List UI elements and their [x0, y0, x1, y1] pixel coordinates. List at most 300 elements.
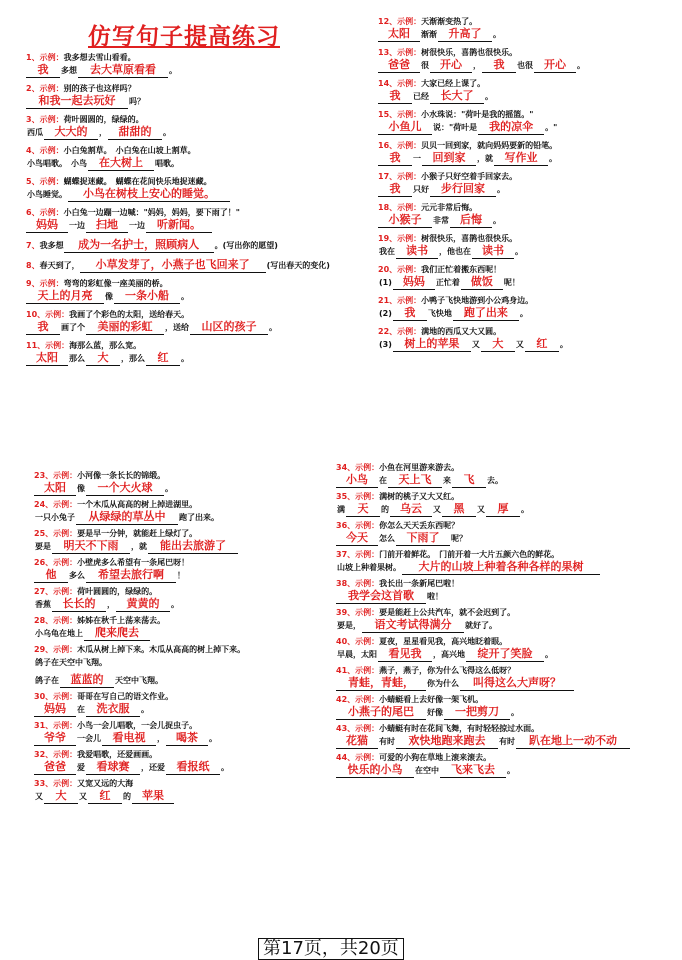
answer-blank: 大 [481, 337, 515, 352]
question-body: 小猴子只好空着手回家去。 [421, 172, 518, 181]
answer-text: 。 [171, 600, 179, 609]
question-text [26, 340, 346, 351]
answer-blank: 我 [378, 182, 412, 197]
exercise-item [378, 202, 668, 230]
answer-text: 。 [163, 128, 171, 137]
answer-text: 。 [515, 247, 523, 256]
question-number: 14、示例： [378, 79, 422, 88]
answer-blank: 读书 [396, 244, 438, 259]
answer-text: 很 [421, 61, 429, 70]
answer-text: 山坡上种着果树。 [337, 563, 401, 572]
answer-text: 好像 [427, 708, 443, 717]
answer-blank: 小鱼儿 [378, 120, 432, 135]
answer-blank: 从绿绿的草丛中 [76, 510, 178, 525]
exercise-item [26, 207, 346, 235]
answer-blank: 我 [378, 151, 412, 166]
answer-text: (1) [379, 278, 392, 287]
answer-blank: 欢快地跑来跑去 [396, 734, 498, 749]
question-body: 蝴蝶捉迷藏。 蝴蝶在花间快乐地捉迷藏。 [63, 177, 212, 186]
answer-text: 一只小兔子 [35, 513, 75, 522]
answer-text: 去。 [487, 476, 503, 485]
answer-text: 又 [433, 505, 441, 514]
answer-blank: 升高了 [438, 27, 492, 42]
question-text [26, 176, 346, 187]
question-text [26, 114, 346, 125]
answer-blank: 趴在地上一动不动 [516, 734, 630, 749]
answer-text: 那么 [69, 354, 85, 363]
exercise-item [336, 491, 676, 519]
answer-text: 的 [123, 792, 131, 801]
question-body: 弯弯的彩虹像一座美丽的桥。 [63, 279, 168, 288]
question-text [26, 278, 346, 289]
question-body: 我多想去雪山看看。 [63, 53, 136, 62]
question-body: 小白兔割草。 小白兔在山坡上割草。 [63, 146, 196, 155]
exercise-item [34, 557, 334, 585]
page-title: 仿写句子提高练习 [88, 23, 280, 50]
answer-blank: 红 [525, 337, 559, 352]
exercise-item [34, 691, 334, 719]
question-number: 28、示例： [34, 616, 78, 625]
question-body: 燕子，燕子，你为什么飞得这么低呀？ [379, 666, 516, 675]
answer-blank: 希望去旅行啊 [86, 568, 176, 583]
question-number: 33、示例： [34, 779, 78, 788]
answer-blank: 红 [146, 351, 180, 366]
answer-text: 。 [511, 708, 519, 717]
answer-blank: 成为一名护士，照顾病人 [64, 238, 214, 253]
answer-text: 。 [269, 323, 277, 332]
question-number: 29、示例： [34, 645, 78, 654]
answer-blank: 叫得这么大声呀？ [460, 676, 574, 691]
question-number: 40、示例： [336, 637, 380, 646]
answer-line [336, 502, 676, 519]
question-text [336, 636, 676, 647]
answer-blank: 爬来爬去 [84, 626, 150, 641]
exercise-item [378, 264, 668, 292]
answer-blank: 爸爸 [34, 760, 76, 775]
answer-text: 有时 [499, 737, 515, 746]
question-number: 26、示例： [34, 558, 78, 567]
answer-text: 来 [443, 476, 451, 485]
question-text [378, 140, 668, 151]
answer-text: 又 [471, 340, 480, 349]
answer-blank: 长大了 [430, 89, 484, 104]
answer-blank: 一条小船 [114, 289, 180, 304]
answer-blank: 爸爸 [378, 58, 420, 73]
exercise-item [336, 752, 676, 780]
question-number: 13、示例： [378, 48, 422, 57]
question-body: 哥哥在写自己的语文作业。 [77, 692, 174, 701]
answer-text: ，还爱 [141, 763, 165, 772]
question-body: 春天到了， [39, 261, 80, 270]
answer-blank: 语文考试得满分 [362, 618, 464, 633]
exercise-item [378, 140, 668, 168]
answer-text: 就好了。 [465, 621, 497, 630]
answer-line [26, 94, 346, 111]
answer-text: 小乌龟在地上 [35, 629, 83, 638]
answer-blank: 在大树上 [88, 156, 154, 171]
answer-line [378, 275, 668, 292]
answer-text: ， [107, 600, 115, 609]
answer-blank: 后悔 [450, 213, 492, 228]
answer-blank: 天上的月亮 [26, 289, 104, 304]
answer-text: 。 [545, 650, 553, 659]
answer-blank: 小燕子的尾巴 [336, 705, 426, 720]
answer-text: 。 [221, 763, 229, 772]
answer-line [26, 63, 346, 80]
question-number: 3、示例： [26, 115, 64, 124]
exercise-item [34, 586, 334, 614]
answer-line [378, 306, 668, 323]
answer-blank: 红 [88, 789, 122, 804]
answer-line [378, 58, 668, 75]
question-body: 我多想 [39, 241, 64, 250]
question-body: 姊姊在秋千上荡来荡去。 [77, 616, 166, 625]
answer-text: 。 [181, 354, 189, 363]
answer-blank: 天 [346, 502, 380, 517]
answer-text: 一会儿 [77, 734, 101, 743]
answer-blank: 我学会这首歌 [336, 589, 426, 604]
answer-text: 鸽子在天空中飞翔。 [35, 658, 107, 667]
answer-line [336, 676, 676, 693]
answer-line [336, 763, 676, 780]
exercise-item [336, 694, 676, 722]
answer-line [378, 120, 668, 137]
answer-text: 一 [413, 154, 421, 163]
answer-line [336, 618, 676, 635]
answer-text: 又 [79, 792, 87, 801]
question-body: 我长出一条新尾巴啦！ [379, 579, 460, 588]
question-number: 39、示例： [336, 608, 380, 617]
answer-line [336, 647, 676, 664]
answer-text: 你为什么 [427, 679, 459, 688]
question-body: 我们正忙着搬东西呢！ [421, 265, 502, 274]
answer-blank: 大大的 [44, 125, 98, 140]
answer-line [336, 560, 676, 577]
question-body: 夏夜，星星看见我，高兴地眨着眼。 [379, 637, 508, 646]
answer-text: 又 [35, 792, 43, 801]
question-body: 满地的西瓜又大又圆。 [421, 327, 502, 336]
answer-text: ， [473, 61, 481, 70]
exercise-item [336, 607, 676, 635]
exercise-item [336, 520, 676, 548]
answer-line [336, 473, 676, 490]
answer-text: 。 [549, 154, 557, 163]
answer-blank: 大 [86, 351, 120, 366]
answer-text: 也很 [517, 61, 533, 70]
answer-text: 在 [379, 476, 387, 485]
answer-blank: 一把剪刀 [444, 705, 510, 720]
question-text [34, 644, 334, 655]
answer-blank: 小猴子 [378, 213, 432, 228]
answer-blank: 太阳 [34, 481, 76, 496]
answer-line [378, 182, 668, 199]
question-number: 25、示例： [34, 529, 78, 538]
answer-text: (写出春天的变化) [266, 261, 330, 270]
question-body: 小蜻蜓有时在花间飞舞，有时轻轻掠过水面。 [379, 724, 540, 733]
answer-line [34, 789, 334, 806]
answer-blank: 小鸟 [336, 473, 378, 488]
question-number: 2、示例： [26, 84, 64, 93]
answer-text: 飞快地 [427, 309, 452, 318]
answer-blank: 飞 [452, 473, 486, 488]
answer-line [26, 125, 346, 142]
page-footer: 第17页，共20页 [258, 938, 404, 960]
answer-blank: 喝茶 [166, 731, 208, 746]
answer-line [34, 673, 334, 690]
answer-blank: 看报纸 [166, 760, 220, 775]
answer-blank: 妈妈 [34, 702, 76, 717]
answer-text: 要是， [337, 621, 361, 630]
answer-line [26, 156, 346, 173]
question-text [34, 720, 334, 731]
question-number: 43、示例： [336, 724, 380, 733]
question-text [336, 694, 676, 705]
question-number: 30、示例： [34, 692, 78, 701]
answer-blank: 树上的苹果 [393, 337, 471, 352]
question-text [34, 528, 334, 539]
question-body: 树很快乐，喜鹊也很快乐。 [421, 48, 518, 57]
answer-blank: 写作业 [494, 151, 548, 166]
answer-blank: 我 [26, 63, 60, 78]
answer-text: 啦！ [427, 592, 443, 601]
column-bottom-left [34, 470, 334, 807]
question-text [336, 723, 676, 734]
answer-text: 天空中飞翔。 [115, 676, 163, 685]
answer-text: ，就 [131, 542, 147, 551]
question-body: 你怎么天天丢东西呢？ [379, 521, 460, 530]
question-body: 小壁虎多么希望有一条尾巴呀！ [77, 558, 190, 567]
answer-blank: 蓝蓝的 [60, 673, 114, 688]
question-body: 天渐渐变热了。 [421, 17, 478, 26]
answer-text: 小鸟睡觉。 [27, 190, 67, 199]
exercise-item [26, 258, 346, 275]
question-text [26, 83, 346, 94]
question-text [336, 520, 676, 531]
question-text [26, 241, 64, 250]
question-body: 又宽又远的大海 [77, 779, 134, 788]
answer-blank: 开心 [430, 58, 472, 73]
answer-text: 呢？ [451, 534, 467, 543]
answer-blank: 绽开了笑脸 [466, 647, 544, 662]
exercise-item [26, 83, 346, 111]
question-text [378, 202, 668, 213]
answer-blank: 我 [393, 306, 427, 321]
column-top-right [378, 16, 668, 357]
exercise-item [378, 109, 668, 137]
answer-text: 只好 [413, 185, 429, 194]
answer-blank: 一个大火球 [86, 481, 164, 496]
answer-text: 。 [169, 66, 177, 75]
answer-blank: 做饭 [461, 275, 503, 290]
exercise-item [34, 499, 334, 527]
answer-text: ，就 [477, 154, 493, 163]
answer-line [336, 705, 676, 722]
answer-line [34, 539, 334, 556]
exercise-item [378, 16, 668, 44]
answer-line [336, 734, 676, 751]
answer-blank: 大片的山坡上种着各种各样的果树 [402, 560, 600, 575]
question-number: 1、示例： [26, 53, 64, 62]
answer-text: 。 [497, 185, 505, 194]
question-text [378, 16, 668, 27]
question-body: 树很快乐，喜鹊也很快乐。 [421, 234, 518, 243]
exercise-item [378, 47, 668, 75]
question-number: 38、示例： [336, 579, 380, 588]
question-number: 8、 [26, 261, 40, 270]
exercise-item [336, 578, 676, 606]
question-text [34, 586, 334, 597]
answer-line [378, 337, 668, 354]
question-body: 小鱼在河里游来游去。 [379, 463, 460, 472]
answer-line [378, 244, 668, 261]
answer-line [34, 568, 334, 585]
answer-text: ，送给 [165, 323, 189, 332]
exercise-item [336, 723, 676, 751]
answer-blank: 黑 [442, 502, 476, 517]
answer-blank: 我 [26, 320, 60, 335]
answer-text: 多么 [69, 571, 85, 580]
exercise-item [34, 644, 334, 672]
exercise-item [26, 238, 346, 255]
answer-blank: 他 [34, 568, 68, 583]
answer-text: 非常 [433, 216, 449, 225]
answer-blank: 小鸟在树枝上安心的睡觉。 [68, 187, 230, 202]
answer-text: ， [99, 128, 107, 137]
answer-text: (2) [379, 309, 392, 318]
answer-blank: 天上飞 [388, 473, 442, 488]
answer-text: 西瓜 [27, 128, 43, 137]
question-text [336, 578, 676, 589]
answer-blank: 看电视 [102, 731, 156, 746]
question-number: 15、示例： [378, 110, 422, 119]
question-text [34, 749, 334, 760]
question-text [378, 78, 668, 89]
answer-line [34, 760, 334, 777]
exercise-item [378, 78, 668, 106]
exercise-item [34, 778, 334, 806]
question-text [26, 145, 346, 156]
question-body: 小鸟一会儿唱歌，一会儿捉虫子。 [77, 721, 198, 730]
question-text [336, 549, 676, 560]
answer-line [34, 731, 334, 748]
answer-line [34, 702, 334, 719]
answer-text: 早晨，太阳 [337, 650, 377, 659]
answer-line [34, 626, 334, 643]
answer-text: 一边 [69, 221, 85, 230]
answer-blank: 开心 [534, 58, 576, 73]
answer-blank: 洗衣服 [86, 702, 140, 717]
answer-text: 跑了出来。 [179, 513, 219, 522]
answer-text: 满 [337, 505, 345, 514]
answer-blank: 看见我 [378, 647, 432, 662]
question-number: 42、示例： [336, 695, 380, 704]
question-body: 荷叶圆圆的，绿绿的。 [63, 115, 144, 124]
question-text [34, 470, 334, 481]
question-number: 10、示例： [26, 310, 70, 319]
question-text [34, 557, 334, 568]
answer-blank: 甜甜的 [108, 125, 162, 140]
question-number: 9、示例： [26, 279, 64, 288]
question-body: 门前开着鲜花。 门前开着一大片五颜六色的鲜花。 [379, 550, 560, 559]
exercise-item [26, 340, 346, 368]
answer-text: 爱 [77, 763, 85, 772]
question-text [26, 207, 346, 218]
question-text [378, 171, 668, 182]
question-body: 别的孩子也这样吗？ [63, 84, 136, 93]
answer-text: 已经 [413, 92, 429, 101]
question-text [336, 462, 676, 473]
answer-text: 说："荷叶是 [433, 123, 478, 132]
question-body: 一个木瓜从高高的树上掉进湖里。 [77, 500, 198, 509]
exercise-item [26, 114, 346, 142]
answer-blank: 和我一起去玩好 [26, 94, 128, 109]
question-number: 44、示例： [336, 753, 380, 762]
column-bottom-right [336, 462, 676, 781]
exercise-item [34, 749, 334, 777]
answer-text: 在 [77, 705, 85, 714]
question-text [378, 109, 668, 120]
answer-text: ！ [177, 571, 185, 580]
answer-text: 。 [521, 505, 529, 514]
answer-line [378, 151, 668, 168]
question-body: 元元非常后悔。 [421, 203, 478, 212]
question-body: 小蜻蜓看上去好像一架飞机。 [379, 695, 484, 704]
answer-text: 。" [545, 123, 558, 132]
question-text [26, 52, 346, 63]
question-text [378, 326, 668, 337]
answer-text: 在空中 [415, 766, 439, 775]
answer-blank: 苹果 [132, 789, 174, 804]
answer-line [26, 351, 346, 368]
exercise-item [34, 615, 334, 643]
answer-text: 有时 [379, 737, 395, 746]
answer-text: 又 [477, 505, 485, 514]
question-body: 小鸭子飞快地游到小公鸡身边。 [421, 296, 534, 305]
question-text [26, 309, 346, 320]
answer-blank: 快乐的小鸟 [336, 763, 414, 778]
answer-blank: 妈妈 [26, 218, 68, 233]
question-body: 贝贝一回到家，就向妈妈要新的铅笔。 [421, 141, 558, 150]
question-body: 小水珠说："荷叶是我的摇篮。" [421, 110, 534, 119]
question-number: 27、示例： [34, 587, 78, 596]
answer-blank: 花猫 [336, 734, 378, 749]
answer-text: 怎么 [379, 534, 395, 543]
answer-blank: 明天不下雨 [52, 539, 130, 554]
answer-blank: 乌云 [390, 502, 432, 517]
answer-blank: 回到家 [422, 151, 476, 166]
answer-blank: 飞来飞去 [440, 763, 506, 778]
question-body: 我画了个彩色的太阳，送给春天。 [69, 310, 190, 319]
question-number: 36、示例： [336, 521, 380, 530]
answer-blank: 妈妈 [393, 275, 435, 290]
exercise-item [34, 528, 334, 556]
answer-text: 。 [485, 92, 493, 101]
answer-blank: 今天 [336, 531, 378, 546]
exercise-item [26, 176, 346, 204]
question-number: 17、示例： [378, 172, 422, 181]
question-number: 34、示例： [336, 463, 380, 472]
exercise-item [378, 233, 668, 261]
column-top-left [26, 52, 346, 371]
answer-text: ， [157, 734, 165, 743]
answer-text: 多想 [61, 66, 77, 75]
question-number: 20、示例： [378, 265, 422, 274]
answer-text: ，高兴地 [433, 650, 465, 659]
answer-text: 像 [105, 292, 113, 301]
question-text [34, 778, 334, 789]
question-text [336, 607, 676, 618]
answer-text: 吗？ [129, 97, 145, 106]
